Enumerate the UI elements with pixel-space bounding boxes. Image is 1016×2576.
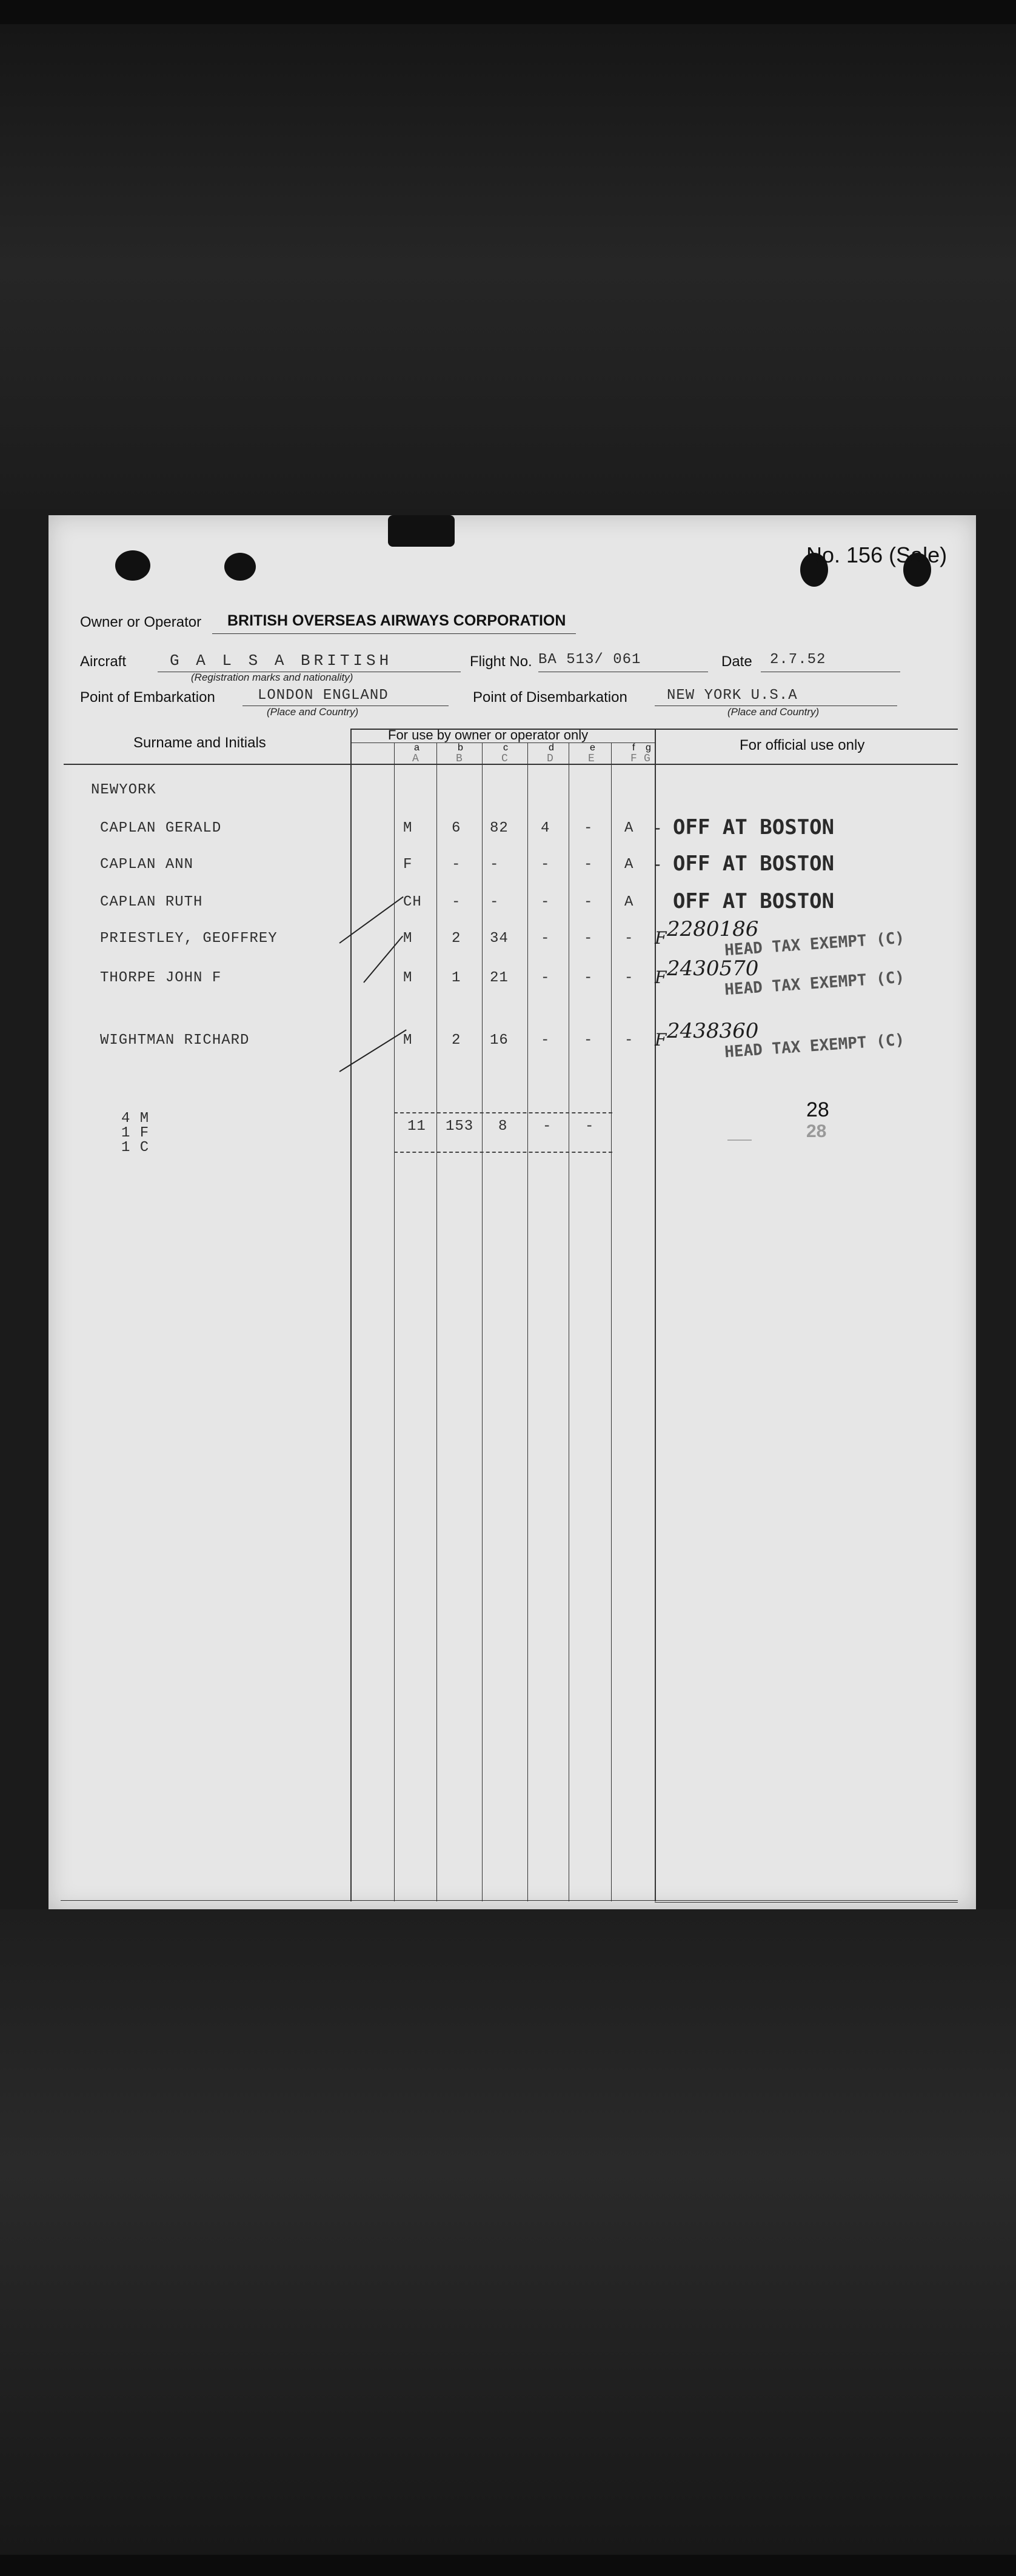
date-label: Date bbox=[721, 653, 752, 670]
col-c-value: 82 bbox=[490, 820, 509, 836]
table-bottom-rule bbox=[61, 1900, 958, 1901]
aircraft-value: G A L S A BRITISH bbox=[170, 652, 393, 670]
total-d: 8 bbox=[498, 1118, 508, 1135]
col-c-value: 34 bbox=[490, 930, 509, 947]
col-letter-upper: C bbox=[501, 753, 509, 765]
col-d-value: - bbox=[541, 930, 550, 947]
col-letter-upper: D bbox=[547, 753, 555, 765]
official-stamp: OFF AT BOSTON bbox=[673, 889, 835, 913]
owner-label: Owner or Operator bbox=[80, 614, 202, 630]
passenger-name: THORPE JOHN F bbox=[100, 970, 222, 986]
tape-mark bbox=[388, 515, 455, 547]
date-value: 2.7.52 bbox=[770, 652, 826, 668]
official-dash bbox=[727, 1140, 752, 1141]
disembark-caption: (Place and Country) bbox=[727, 706, 820, 718]
col-divider-f bbox=[611, 742, 612, 1901]
film-background-top bbox=[0, 24, 1016, 509]
embark-caption: (Place and Country) bbox=[267, 706, 359, 718]
disembark-value: NEW YORK U.S.A bbox=[667, 687, 798, 704]
film-edge-top bbox=[0, 0, 1016, 24]
col-d-value: - bbox=[541, 1032, 550, 1049]
section-label: NEWYORK bbox=[91, 782, 156, 798]
table-header-rule bbox=[64, 764, 958, 765]
col-b-value: 2 bbox=[452, 1032, 461, 1049]
col-g-value: - bbox=[655, 854, 661, 874]
col-divider-name bbox=[350, 729, 352, 1901]
col-e-value: - bbox=[584, 894, 593, 910]
head-tax-stamp: HEAD TAX EXEMPT (C) bbox=[724, 929, 906, 960]
col-b-value: - bbox=[452, 856, 461, 873]
flight-value: BA 513/ 061 bbox=[538, 652, 641, 668]
col-c-value: - bbox=[490, 894, 500, 910]
col-g-value: F bbox=[655, 967, 667, 987]
passenger-name: WIGHTMAN RICHARD bbox=[100, 1032, 250, 1049]
summary-line: 1 F bbox=[121, 1125, 150, 1141]
check-mark bbox=[363, 936, 403, 983]
passenger-name: CAPLAN GERALD bbox=[100, 820, 222, 836]
col-g-value: F bbox=[655, 928, 667, 948]
col-g-value: F bbox=[655, 1030, 667, 1050]
disembark-label: Point of Disembarkation bbox=[473, 689, 627, 706]
col-letter-upper: E bbox=[588, 753, 596, 765]
passport-number: 2280186 bbox=[667, 917, 759, 941]
col-e-value: - bbox=[584, 856, 593, 873]
film-background-bottom bbox=[0, 1909, 1016, 2555]
owner-value: BRITISH OVERSEAS AIRWAYS CORPORATION bbox=[227, 612, 566, 629]
col-letter-lower: a bbox=[414, 742, 419, 753]
col-letter-lower: e bbox=[590, 742, 595, 753]
col-letter-upper: G bbox=[644, 753, 652, 765]
serial-number: No. 156 (Sale) bbox=[806, 542, 947, 567]
col-divider-official bbox=[655, 729, 656, 1901]
col-e-value: - bbox=[584, 930, 593, 947]
col-letter-lower: b bbox=[458, 742, 463, 753]
film-edge-bottom bbox=[0, 2555, 1016, 2576]
passport-number: 2430570 bbox=[667, 956, 759, 981]
col-divider-b bbox=[436, 742, 437, 1901]
aircraft-caption: (Registration marks and nationality) bbox=[191, 672, 353, 683]
col-letter-upper: A bbox=[412, 753, 420, 765]
col-c-value: - bbox=[490, 856, 500, 873]
col-c-value: 16 bbox=[490, 1032, 509, 1049]
total-c: 153 bbox=[446, 1118, 474, 1135]
col-a-value: M bbox=[403, 1032, 413, 1049]
col-b-value: - bbox=[452, 894, 461, 910]
col-f-value: A bbox=[624, 820, 634, 836]
col-letter-upper: B bbox=[456, 753, 464, 765]
col-b-value: 6 bbox=[452, 820, 461, 836]
passenger-name: CAPLAN ANN bbox=[100, 856, 194, 873]
manifest-page bbox=[48, 515, 976, 1909]
aircraft-label: Aircraft bbox=[80, 653, 127, 670]
punch-hole bbox=[224, 553, 256, 581]
col-g-value: - bbox=[655, 818, 661, 838]
col-divider-a bbox=[394, 742, 395, 1901]
head-tax-stamp: HEAD TAX EXEMPT (C) bbox=[724, 1030, 906, 1062]
totals-top-rule bbox=[394, 1112, 612, 1113]
col-divider-c bbox=[482, 742, 483, 1901]
passenger-name: CAPLAN RUTH bbox=[100, 894, 203, 910]
col-d-value: - bbox=[541, 856, 550, 873]
col-d-value: - bbox=[541, 970, 550, 986]
official-total-stamp: 28 bbox=[806, 1121, 827, 1141]
col-owner-header: For use by owner or operator only bbox=[388, 727, 589, 742]
summary-line: 1 C bbox=[121, 1140, 150, 1156]
passport-number: 2438360 bbox=[667, 1019, 759, 1043]
col-b-value: 1 bbox=[452, 970, 461, 986]
flight-label: Flight No. bbox=[470, 653, 532, 670]
col-letter-lower: c bbox=[503, 742, 508, 753]
col-f-value: - bbox=[624, 970, 634, 986]
embark-label: Point of Embarkation bbox=[80, 689, 215, 706]
total-b: 11 bbox=[407, 1118, 426, 1135]
col-e-value: - bbox=[584, 1032, 593, 1049]
col-letter-upper: F bbox=[630, 753, 638, 765]
head-tax-stamp: HEAD TAX EXEMPT (C) bbox=[724, 968, 906, 999]
summary-line: 4 M bbox=[121, 1110, 150, 1127]
col-official-header: For official use only bbox=[740, 737, 865, 753]
col-letter-lower: f bbox=[632, 742, 635, 753]
col-f-value: - bbox=[624, 1032, 634, 1049]
col-e-value: - bbox=[584, 970, 593, 986]
col-b-value: 2 bbox=[452, 930, 461, 947]
col-f-value: A bbox=[624, 856, 634, 873]
col-d-value: - bbox=[541, 894, 550, 910]
col-divider-d bbox=[527, 742, 528, 1901]
total-e: - bbox=[543, 1118, 552, 1135]
col-f-value: - bbox=[624, 930, 634, 947]
official-total: 28 bbox=[806, 1098, 829, 1121]
col-letter-lower: g bbox=[646, 742, 651, 753]
official-stamp: OFF AT BOSTON bbox=[673, 815, 835, 839]
official-stamp: OFF AT BOSTON bbox=[673, 852, 835, 876]
col-e-value: - bbox=[584, 820, 593, 836]
punch-hole bbox=[115, 550, 150, 581]
col-letter-lower: d bbox=[549, 742, 554, 753]
col-a-value: CH bbox=[403, 894, 422, 910]
col-a-value: M bbox=[403, 930, 413, 947]
col-d-value: 4 bbox=[541, 820, 550, 836]
total-f: - bbox=[585, 1118, 595, 1135]
passenger-name: PRIESTLEY, GEOFFREY bbox=[100, 930, 278, 947]
embark-value: LONDON ENGLAND bbox=[258, 687, 389, 704]
col-a-value: M bbox=[403, 970, 413, 986]
col-c-value: 21 bbox=[490, 970, 509, 986]
col-a-value: F bbox=[403, 856, 413, 873]
col-surname-header: Surname and Initials bbox=[133, 735, 266, 751]
col-f-value: A bbox=[624, 894, 634, 910]
totals-bottom-rule bbox=[394, 1152, 612, 1153]
check-mark bbox=[339, 1029, 406, 1072]
col-a-value: M bbox=[403, 820, 413, 836]
table-bottom-rule-right bbox=[655, 1902, 958, 1903]
owner-underline bbox=[212, 633, 576, 634]
